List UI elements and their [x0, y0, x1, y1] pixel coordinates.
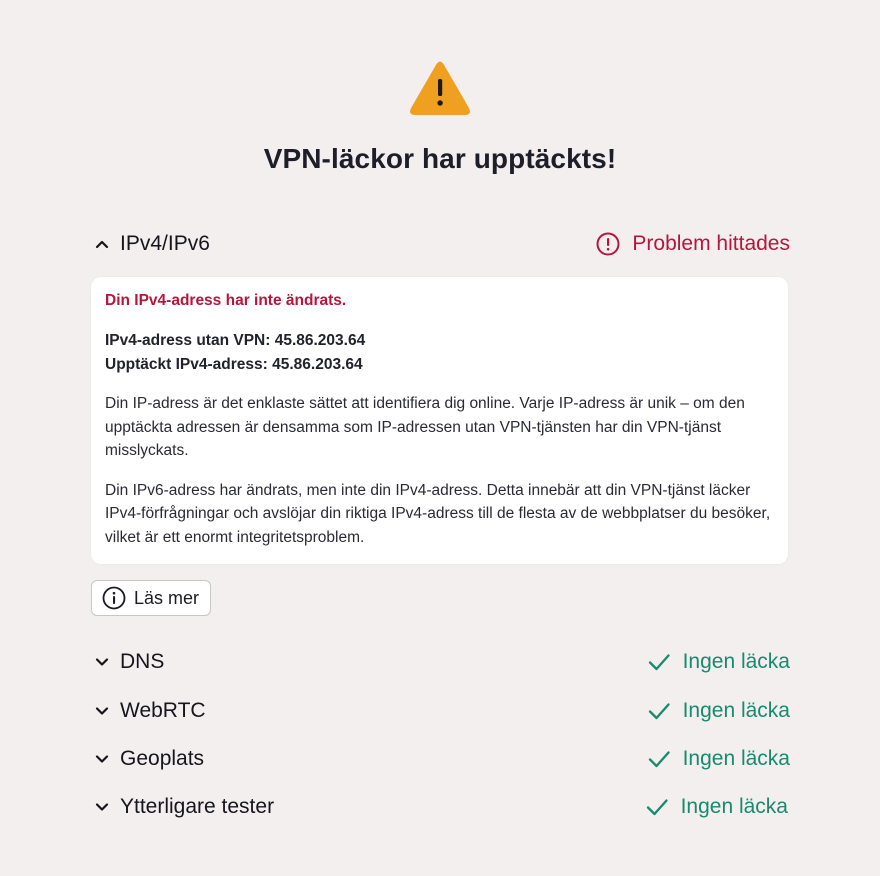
chevron-down-icon [94, 751, 110, 767]
section-ipv4-ipv6 [94, 229, 790, 259]
alert-circle-icon [596, 232, 620, 256]
status-text: Ingen läcka [680, 795, 788, 818]
checkmark-icon [645, 797, 669, 817]
section-toggle-additional-tests[interactable] [94, 795, 274, 819]
section-toggle-geolocation[interactable] [94, 747, 204, 771]
info-icon [102, 586, 126, 610]
alert-message: Din IPv4-adress har inte ändrats. [105, 292, 347, 309]
section-label: Ytterligare tester [120, 795, 275, 818]
chevron-down-icon [94, 654, 110, 670]
read-more-label: Läs mer [134, 587, 200, 608]
status-badge-ok [645, 795, 788, 819]
status-badge-problem [596, 232, 790, 256]
warning-triangle-icon [409, 60, 471, 116]
section-additional-tests [94, 792, 788, 822]
section-label: Geoplats [120, 747, 205, 770]
checkmark-icon [647, 701, 671, 721]
section-geolocation [94, 744, 790, 774]
section-toggle-ipv4-ipv6[interactable] [94, 232, 210, 256]
ipv4-details-card [91, 277, 788, 564]
section-webrtc [94, 696, 790, 726]
section-label: WebRTC [120, 699, 206, 722]
status-badge-ok [647, 747, 790, 771]
chevron-up-icon [94, 236, 110, 252]
status-text: Ingen läcka [682, 699, 790, 722]
explanation-paragraph: Din IP-adress är det enklaste sättet att identifiera dig online. Varje IP-adress är unik – om den upptäckta adressen är densamma som IP-adressen utan VPN-tjänsten har din VPN-tjänst misslyckats. [105, 395, 745, 459]
checkmark-icon [647, 652, 671, 672]
chevron-down-icon [94, 799, 110, 815]
ipv4-without-vpn: IPv4-adress utan VPN: 45.86.203.64 [105, 332, 366, 349]
section-toggle-dns[interactable] [94, 650, 164, 674]
status-badge-ok [647, 699, 790, 723]
status-badge-ok [647, 650, 790, 674]
status-text: Ingen läcka [682, 650, 790, 673]
page-title: VPN-läckor har upptäckts! [263, 143, 617, 174]
chevron-down-icon [94, 703, 110, 719]
section-label: IPv4/IPv6 [120, 232, 210, 255]
status-text: Problem hittades [632, 232, 790, 255]
section-label: DNS [120, 650, 165, 673]
read-more-button[interactable] [91, 580, 211, 616]
status-text: Ingen läcka [682, 747, 790, 770]
section-toggle-webrtc[interactable] [94, 699, 206, 723]
explanation-paragraph: Din IPv6-adress har ändrats, men inte din IPv4-adress. Detta innebär att din VPN-tjänst läcker IPv4-förfrågningar och avslöjar din riktiga IPv4-adress till de flesta av de webbplatser du besöker, vilket är ett enormt integritetsproblem. [105, 481, 771, 546]
section-dns [94, 647, 790, 677]
checkmark-icon [647, 749, 671, 769]
ipv4-detected: Upptäckt IPv4-adress: 45.86.203.64 [105, 356, 363, 373]
